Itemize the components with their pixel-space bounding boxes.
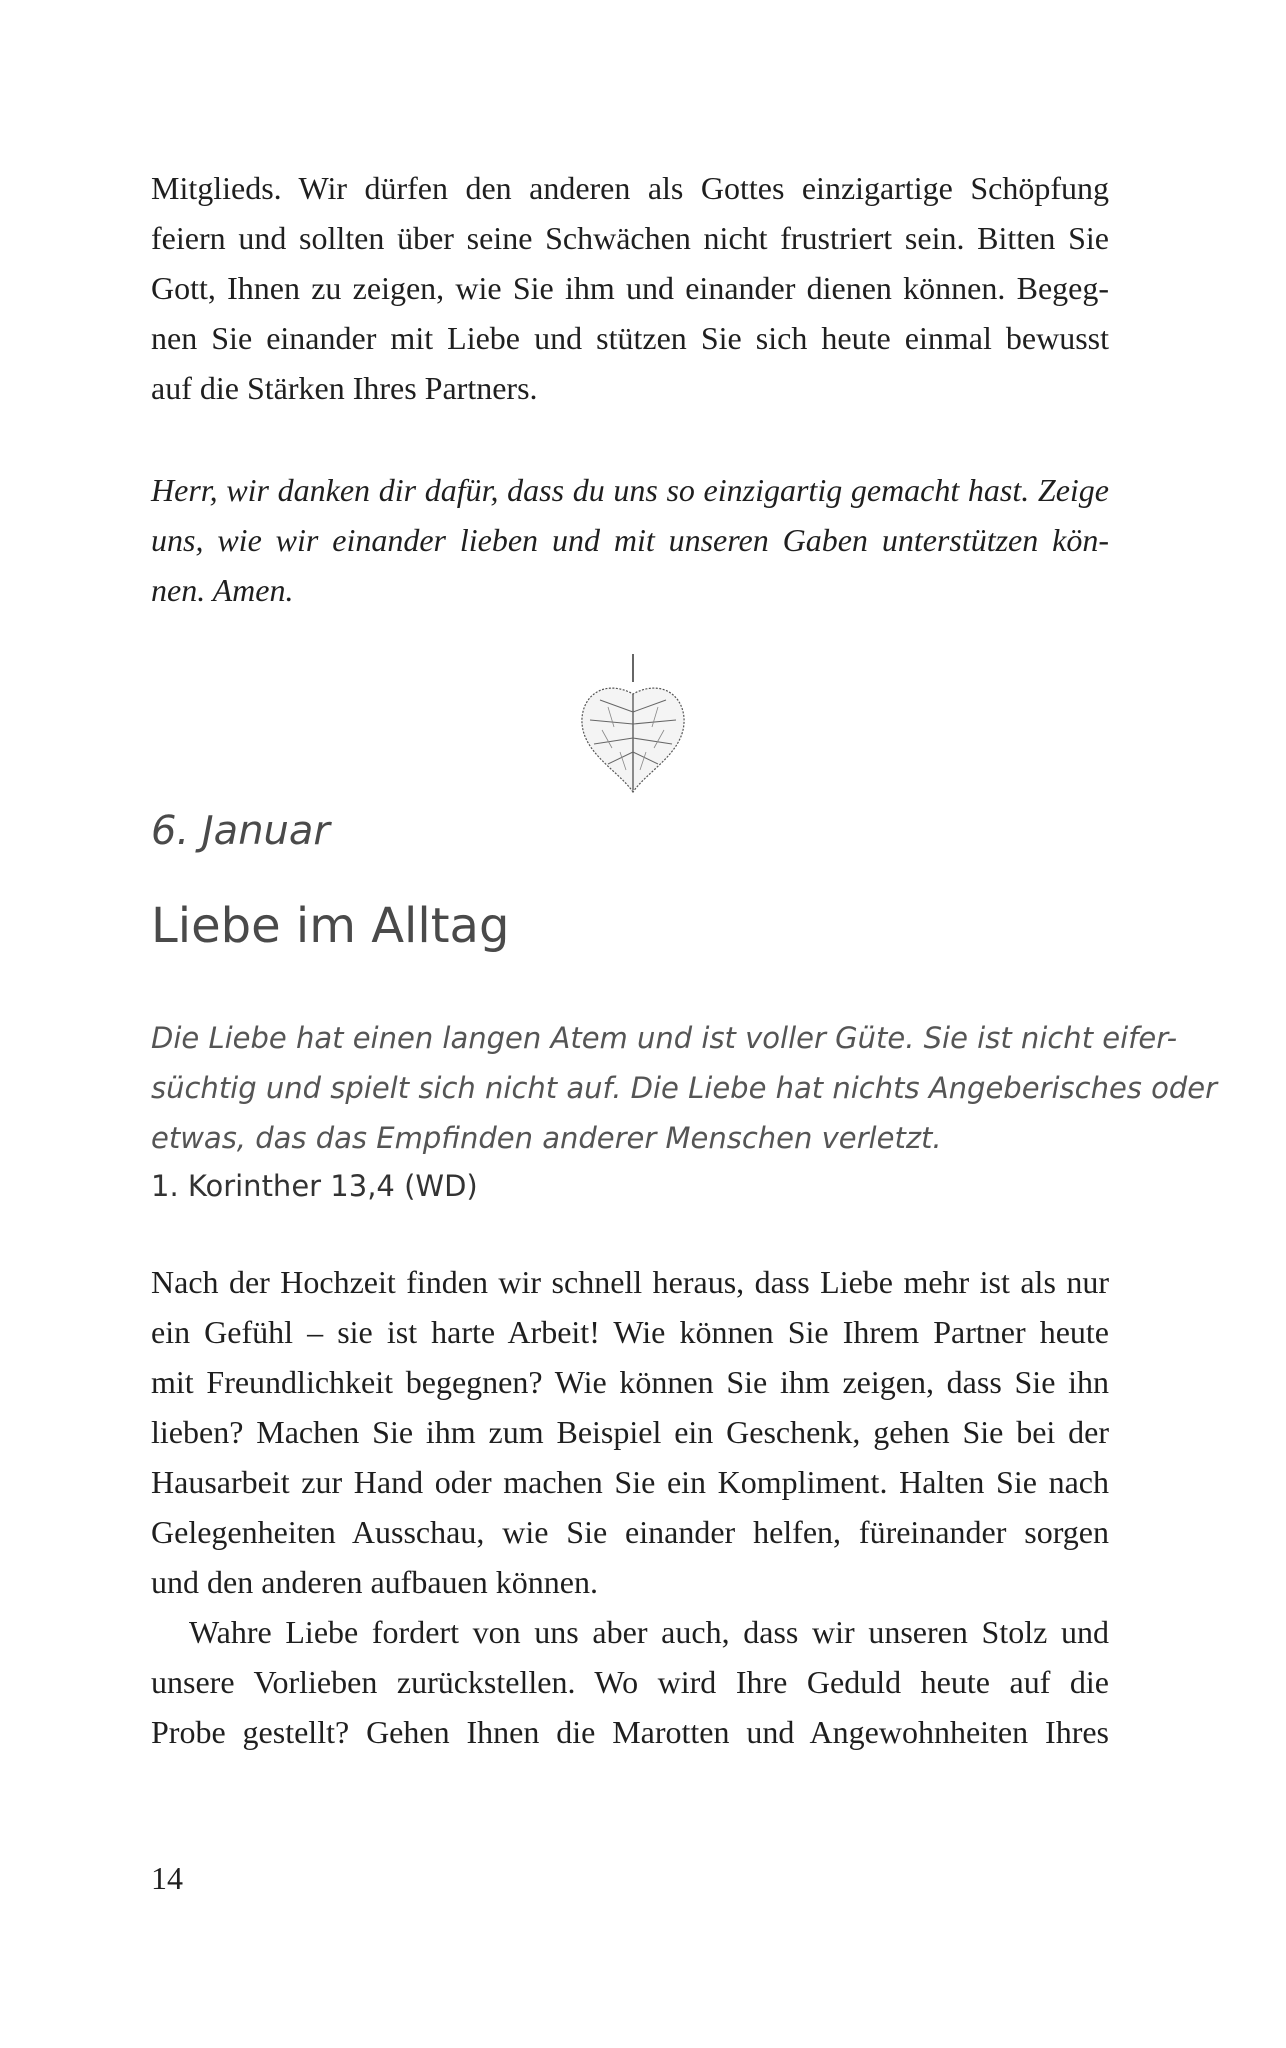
text-line: mit Freundlichkeit begegnen? Wie können Sie ihm zeigen, dass Sie ihn bbox=[151, 1364, 1109, 1400]
prayer-line: uns, wie wir einander lieben und mit unseren Gaben unterstützen kön- bbox=[151, 522, 1109, 558]
verse-line: süchtig und spielt sich nicht auf. Die Liebe hat nichts Angeberisches oder bbox=[151, 1071, 1218, 1105]
prayer-line: nen. Amen. bbox=[151, 572, 294, 608]
verse-line: Die Liebe hat einen langen Atem und ist voller Güte. Sie ist nicht eifer- bbox=[151, 1021, 1178, 1055]
text-line: Nach der Hochzeit finden wir schnell heraus, dass Liebe mehr ist als nur bbox=[151, 1264, 1109, 1300]
page-number: 14 bbox=[151, 1860, 183, 1896]
text-line: Probe gestellt? Gehen Ihnen die Marotten und Angewohnheiten Ihres bbox=[151, 1714, 1109, 1750]
text-line: nen Sie einander mit Liebe und stützen Sie sich heute einmal bewusst bbox=[151, 320, 1109, 356]
verse-reference: 1. Korinther 13,4 (WD) bbox=[151, 1169, 478, 1203]
text-line: Wahre Liebe fordert von uns aber auch, dass wir unseren Stolz und bbox=[189, 1614, 1109, 1650]
text-line: Hausarbeit zur Hand oder machen Sie ein Kompliment. Halten Sie nach bbox=[151, 1464, 1109, 1500]
leaf-icon bbox=[578, 652, 688, 794]
text-line: Gott, Ihnen zu zeigen, wie Sie ihm und einander dienen können. Begeg- bbox=[151, 270, 1109, 306]
text-line: unsere Vorlieben zurückstellen. Wo wird Ihre Geduld heute auf die bbox=[151, 1664, 1109, 1700]
text-line: und den anderen aufbauen können. bbox=[151, 1564, 598, 1600]
entry-title: Liebe im Alltag bbox=[151, 898, 510, 954]
verse-line: etwas, das das Empfinden anderer Menschen verletzt. bbox=[151, 1121, 942, 1155]
text-line: Gelegenheiten Ausschau, wie Sie einander helfen, füreinander sorgen bbox=[151, 1514, 1109, 1550]
entry-date: 6. Januar bbox=[151, 808, 330, 854]
text-line: auf die Stärken Ihres Partners. bbox=[151, 370, 538, 406]
prayer-line: Herr, wir danken dir dafür, dass du uns so einzigartig gemacht hast. Zeige bbox=[151, 472, 1109, 508]
text-line: Mitglieds. Wir dürfen den anderen als Gottes einzigartige Schöpfung bbox=[151, 170, 1109, 206]
text-line: lieben? Machen Sie ihm zum Beispiel ein Geschenk, gehen Sie bei der bbox=[151, 1414, 1109, 1450]
text-line: feiern und sollten über seine Schwächen nicht frustriert sein. Bitten Sie bbox=[151, 220, 1109, 256]
text-line: ein Gefühl – sie ist harte Arbeit! Wie können Sie Ihrem Partner heute bbox=[151, 1314, 1109, 1350]
